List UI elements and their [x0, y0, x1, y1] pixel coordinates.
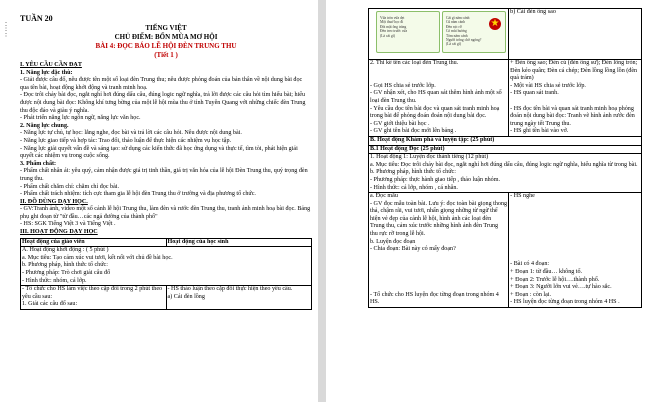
paragraph: - Giải được câu đố, nêu được tên một số loại đèn Trung thu; nêu được phỏng đoán của bản thân về nội dung bài đọc qua tên bài, hoạt động khởi động và tranh minh hoạ. [20, 77, 303, 91]
riddle-text: Vừa tròn vừa dẹt Một thuở học đi Đòi mặt ông trăng Đèn treo trước cửa (Là cái gì) [380, 16, 408, 38]
section-heading: B. Hoạt động Khám phá và luyện tập: (25 phút) [369, 136, 642, 145]
table-header-teacher: Hoạt động của giáo viên [21, 238, 167, 247]
section-heading: II. ĐỒ DÙNG DẠY HỌC. [20, 198, 88, 205]
table-row [21, 247, 312, 286]
table-header-student: Hoạt động của học sinh [166, 238, 312, 247]
table-row [369, 193, 642, 308]
theme-title: CHỦ ĐIỂM: BỐN MÙA MƠ HỘI [114, 33, 218, 41]
paragraph: - Đọc trôi chảy bài đọc, ngắt nghỉ hơi đúng dấu câu, đúng logic ngữ nghĩa, trả lời được các câu hỏi tìm hiểu bài; hiểu được nội dung bài đọc: Không khí tưng bừng của một lễ hội mùa thu ở tỉnh Tuyên Quang với những chiếc đèn Trung thu độc đáo và giàu ý nghĩa. [20, 92, 306, 114]
table-cell: + Đèn ông sao; Đèn cù (đèn ông sư); Đèn lồng tròn; Đèn kéo quân; Đèn cá chép; Đèn lồng lồng lồn (đèn quả trám) - Một vài HS chia sẻ trước lớp. - HS quan sát tranh. - HS đọc tên bài và quan sát tranh minh hoạ phỏng đoán nội dung bài đọc: Tranh vẽ hình ảnh rước đèn trung ngày tết Trung thu. - HS ghi tên bài vào vở. [509, 60, 642, 137]
table-row [369, 145, 642, 154]
left-content [20, 62, 312, 237]
table-cell: - HS nghe - Bài có 4 đoạn: + Đoạn 1: từ đầu… không tổ. + Đoạn 2: Trước lễ hội….thành phố. + Đoạn 3: Người lớn vui vẻ….tự hào sắc. + Đoạn : còn lại. - HS luyện đọc từng đoạn trong nhóm 4 HS . [509, 193, 642, 308]
table-cell: - Tổ chức cho HS làm việc theo cặp đôi trong 2 phút theo yêu cầu sau: 1. Giải các câu đố sau: [21, 286, 167, 310]
table-cell: 2. Thi kể tên các loại đèn Trung thu. - Gọi HS chia sẻ trước lớp. - GV nhận xét, cho HS quan sát thêm hình ảnh một số loại đèn Trung thu. - Yêu cầu đọc tên bài đọc và quan sát tranh minh hoạ trong bài để phỏng đoán đoán nội dung bài đọc. - GV giới thiệu bài học . - GV ghi tên bài đọc mới lên bảng . [369, 60, 509, 137]
week-label: TUẦN 20 [20, 14, 53, 23]
riddle-card-lantern [376, 11, 440, 53]
paragraph: - Phẩm chất chăm chỉ: chăm chỉ đọc bài. [20, 183, 119, 190]
riddle-text: Cái gì năm cánh Cũ năm cánh Đèn rực rỡ Có mùi hương Tòm năm cánh Người trông chờ ngóng? (Là cái gì) [446, 16, 482, 47]
table-row [369, 9, 642, 60]
paragraph: - Năng lực giao tiếp và hợp tác: Trao đổi, thảo luận để thực hiện các nhiệm vụ học tập. [20, 137, 232, 144]
paragraph: - Phẩm chất trách nhiệm: tích cực tham gia lễ hội đèn Trung thu ở trường và địa phương tổ chức. [20, 191, 256, 198]
activity-table [20, 238, 312, 310]
lesson-title: BÀI 4: ĐỌC BÁO LỄ HỘI ĐÈN TRUNG THU [95, 42, 237, 50]
lesson-table [368, 8, 642, 308]
table-cell: - HS thảo luận theo cặp đôi thực hiện theo yêu cầu. a) Cái đèn lồng [166, 286, 312, 310]
table-cell: 1. Hoạt động 1: Luyện đọc thành tiếng (12 phút) a. Mục tiêu: Đọc trôi chảy bài đọc, ngắt nghỉ hơi đúng dấu câu, đúng logic ngữ nghĩa, hiểu nghĩa từ trong bài. b. Phương pháp, hình thức tổ chức: - Phương pháp: thực hành giao tiếp , thảo luận nhóm. - Hình thức: cá lớp, nhóm , cá nhân. [369, 154, 642, 193]
section-heading: B.1 Hoạt động Đọc (25 phút) [369, 145, 642, 154]
period-label: (Tiết 1 ) [154, 51, 178, 59]
riddle-images [370, 9, 507, 59]
paragraph: - GV:Tranh ảnh, video một số cảnh lễ hội Trung thu, làm đèn và rước đèn Trung thu, tranh ảnh minh hoạ bài đọc. Bảng phụ ghi đoạn từ "từ đầu…các ngả đường của thành phố" [20, 206, 311, 220]
riddle-card-star [442, 11, 506, 53]
margin-dots: ⋮ ⋮ [2, 21, 9, 38]
subject-title: TIẾNG VIỆT [145, 24, 187, 32]
subsection-heading: 3. Phẩm chất: [20, 160, 57, 167]
table-row [369, 154, 642, 193]
paragraph: - Phẩm chất nhân ái: yêu quý, cảm nhận được giá trị tinh thần, giá trị văn hóa của lễ hội Đèn Trung thu, quý trọng đèn trung thu. [20, 168, 308, 182]
table-cell: A. Hoạt động khởi động : ( 5 phút ) a. Mục tiêu: Tạo cảm xúc vui tươi, kết nối với chủ đề bài học. b. Phương pháp, hình thức tổ chức: - Phương pháp: Trò chơi giải câu đố - Hình thức: nhóm, cá lớp. [21, 247, 312, 286]
star-icon: ★ [490, 18, 500, 29]
table-cell: a. Đọc mẫu - GV đọc mẫu toàn bài. Lưu ý: đọc toàn bài giọng thong thả, chậm rãi, vui tươi, nhấn giọng những từ ngữ thể hiện vẻ đẹp của cảnh lễ hội, hình ảnh các loại đèn Trung thu, cảm xúc trước những hình ảnh đèn Trung thu rực rỡ trong lễ hội. b. Luyện đọc đoạn - Chia đoạn: Bài này có mấy đoạn? - Tổ chức cho HS luyện đọc từng đoạn trong nhóm 4 HS. [369, 193, 509, 308]
subsection-heading: 1. Năng lực đặc thù: [20, 69, 73, 76]
table-row [369, 60, 642, 137]
left-body [20, 62, 312, 310]
paragraph: - Phát triển năng lực ngôn ngữ, năng lực văn học. [20, 115, 141, 122]
right-page [326, 0, 650, 402]
table-cell: b) Cái đèn ông sao [509, 9, 642, 60]
table-row [369, 136, 642, 145]
riddle-images-cell [369, 9, 509, 60]
paragraph: - Năng lực giải quyết vấn đề và sáng tạo: sử dụng các kiến thức đã học ứng dụng và thực tế, tìm tòi, phát hiện giải quyết các nhiệm vụ trong cuộc sống. [20, 145, 298, 160]
section-heading: III. HOẠT ĐỘNG DẠY HỌC [20, 229, 98, 236]
paragraph: - Năng lực tự chủ, tự học: lắng nghe, đọc bài và trả lời các câu hỏi. Nêu được nội dung bài. [20, 130, 242, 137]
left-page [0, 0, 318, 402]
paragraph: - HS: SGK Tiếng Việt 3 và Tiếng Việt . [20, 221, 116, 228]
section-heading: I. YÊU CẦU CẦN ĐẠT [20, 62, 82, 68]
subsection-heading: 2. Năng lực chung. [20, 122, 69, 129]
table-row [21, 286, 312, 310]
